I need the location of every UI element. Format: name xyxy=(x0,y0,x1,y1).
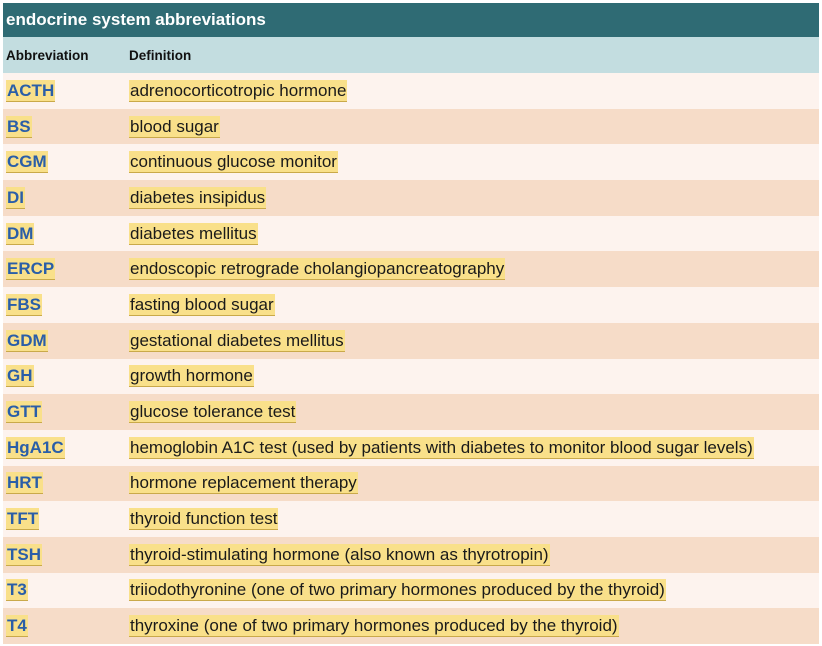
abbreviation-cell xyxy=(3,579,126,601)
definition-cell xyxy=(126,330,819,352)
abbreviation-cell xyxy=(3,508,126,530)
definition-text: thyroid function test xyxy=(130,509,278,529)
definition-cell xyxy=(126,401,819,423)
definition-text: growth hormone xyxy=(130,366,253,386)
table-row xyxy=(3,73,819,109)
table-title: endocrine system abbreviations xyxy=(3,3,819,37)
abbreviation-cell xyxy=(3,544,126,566)
abbreviation-cell xyxy=(3,80,126,102)
definition-text: diabetes mellitus xyxy=(130,223,257,243)
abbreviation-cell xyxy=(3,258,126,280)
abbreviation-cell xyxy=(3,294,126,316)
definition-text: adrenocorticotropic hormone xyxy=(130,80,347,100)
abbreviation-cell xyxy=(3,365,126,387)
abbreviation-term[interactable]: HgA1C xyxy=(7,437,64,457)
abbreviation-cell xyxy=(3,401,126,423)
definition-cell xyxy=(126,472,819,494)
abbreviation-term[interactable]: GH xyxy=(7,366,33,386)
table-row xyxy=(3,573,819,609)
definition-cell xyxy=(126,544,819,566)
header-abbreviation: Abbreviation xyxy=(6,47,89,63)
abbreviation-cell xyxy=(3,116,126,138)
definition-cell xyxy=(126,615,819,637)
abbreviation-cell xyxy=(3,151,126,173)
table-row xyxy=(3,501,819,537)
definition-cell xyxy=(126,294,819,316)
table-body xyxy=(3,73,819,644)
definition-text: thyroxine (one of two primary hormones produced by the thyroid) xyxy=(130,616,618,636)
table-row xyxy=(3,466,819,502)
abbreviation-cell xyxy=(3,472,126,494)
abbreviation-term[interactable]: T4 xyxy=(7,616,27,636)
definition-cell xyxy=(126,258,819,280)
abbreviation-cell xyxy=(3,187,126,209)
abbreviation-term[interactable]: BS xyxy=(7,116,31,136)
abbreviations-table xyxy=(3,3,819,644)
table-row xyxy=(3,394,819,430)
header-definition: Definition xyxy=(129,47,192,63)
definition-cell xyxy=(126,151,819,173)
definition-cell xyxy=(126,437,819,459)
table-row xyxy=(3,216,819,252)
abbreviation-term[interactable]: HRT xyxy=(7,473,42,493)
definition-text: continuous glucose monitor xyxy=(130,152,337,172)
definition-text: endoscopic retrograde cholangiopancreatography xyxy=(130,259,505,279)
table-row xyxy=(3,287,819,323)
abbreviation-term[interactable]: T3 xyxy=(7,580,27,600)
abbreviation-term[interactable]: TSH xyxy=(7,544,41,564)
abbreviation-term[interactable]: GTT xyxy=(7,402,41,422)
abbreviation-term[interactable]: GDM xyxy=(7,330,47,350)
table-row xyxy=(3,359,819,395)
definition-cell xyxy=(126,365,819,387)
abbreviation-cell xyxy=(3,330,126,352)
definition-text: gestational diabetes mellitus xyxy=(130,330,344,350)
definition-text: fasting blood sugar xyxy=(130,294,274,314)
definition-cell xyxy=(126,223,819,245)
definition-cell xyxy=(126,116,819,138)
abbreviation-term[interactable]: FBS xyxy=(7,294,41,314)
abbreviation-term[interactable]: ERCP xyxy=(7,259,55,279)
definition-text: glucose tolerance test xyxy=(130,402,296,422)
definition-text: hemoglobin A1C test (used by patients with diabetes to monitor blood sugar levels) xyxy=(130,437,753,457)
table-row xyxy=(3,144,819,180)
abbreviation-term[interactable]: DI xyxy=(7,187,24,207)
abbreviation-cell xyxy=(3,437,126,459)
table-row xyxy=(3,537,819,573)
abbreviation-cell xyxy=(3,223,126,245)
table-row xyxy=(3,180,819,216)
abbreviation-cell xyxy=(3,615,126,637)
definition-text: hormone replacement therapy xyxy=(130,473,357,493)
definition-cell xyxy=(126,579,819,601)
definition-cell xyxy=(126,187,819,209)
table-row xyxy=(3,430,819,466)
table-row xyxy=(3,608,819,644)
table-header-row xyxy=(3,37,819,73)
definition-text: triiodothyronine (one of two primary hormones produced by the thyroid) xyxy=(130,580,665,600)
abbreviation-term[interactable]: DM xyxy=(7,223,34,243)
abbreviation-term[interactable]: CGM xyxy=(7,152,47,172)
definition-text: blood sugar xyxy=(130,116,219,136)
definition-text: diabetes insipidus xyxy=(130,187,266,207)
abbreviation-term[interactable]: ACTH xyxy=(7,80,55,100)
table-row xyxy=(3,251,819,287)
definition-text: thyroid-stimulating hormone (also known as thyrotropin) xyxy=(130,544,549,564)
table-row xyxy=(3,109,819,145)
definition-cell xyxy=(126,80,819,102)
abbreviation-term[interactable]: TFT xyxy=(7,509,39,529)
table-row xyxy=(3,323,819,359)
definition-cell xyxy=(126,508,819,530)
